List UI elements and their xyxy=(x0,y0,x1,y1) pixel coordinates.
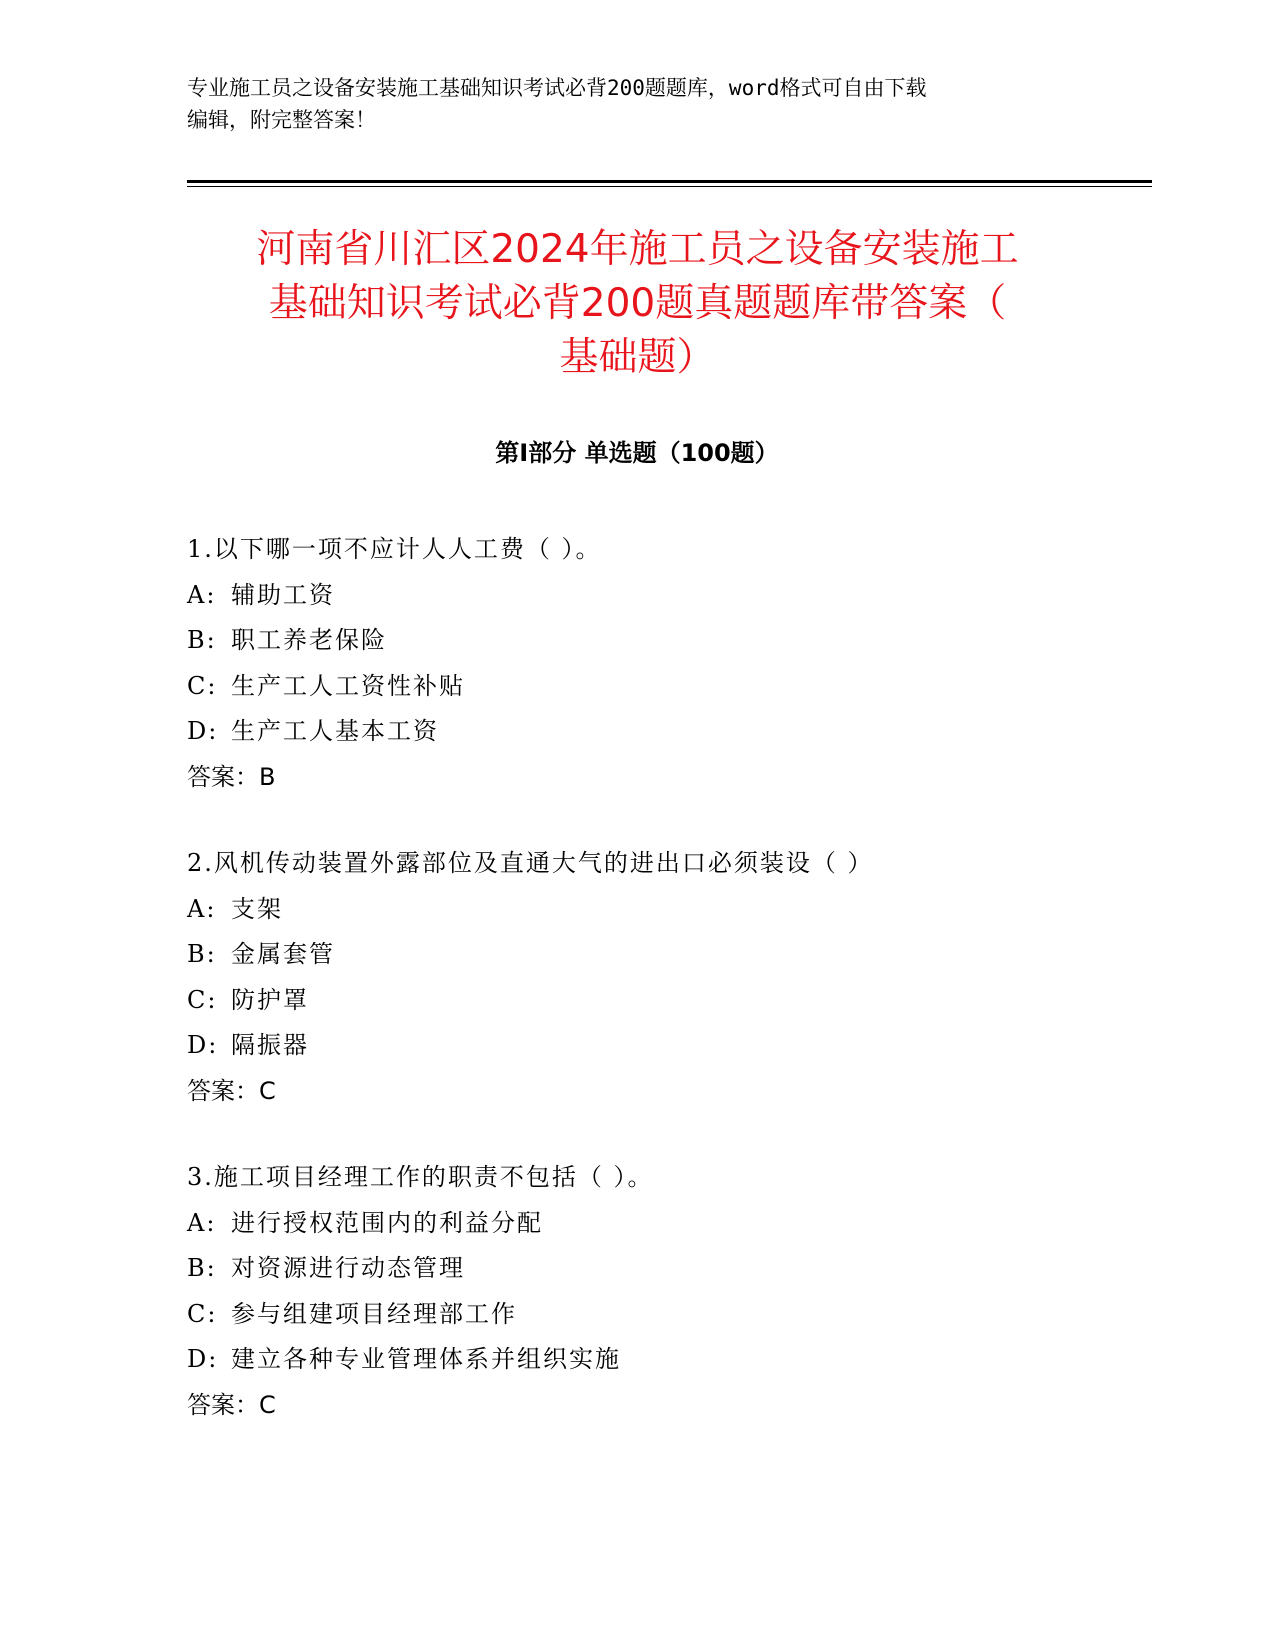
question-2 xyxy=(187,841,1107,1114)
question-1 xyxy=(187,527,1107,800)
option-letter: C: xyxy=(187,1299,218,1328)
question-stem: 3.施工项目经理工作的职责不包括（ ）。 xyxy=(187,1163,654,1191)
option-text: 辅助工资 xyxy=(231,580,335,609)
option-text: 职工养老保险 xyxy=(231,626,387,654)
option-letter: D: xyxy=(187,1345,219,1373)
option-a xyxy=(187,887,1107,933)
option-letter: C: xyxy=(187,985,218,1014)
option-c xyxy=(187,1292,1107,1338)
header-note-line-2: 编辑，附完整答案！ xyxy=(187,108,376,132)
option-a xyxy=(187,1201,1107,1247)
option-letter: A: xyxy=(187,894,217,923)
option-text: 参与组建项目经理部工作 xyxy=(231,1299,517,1328)
option-letter: A: xyxy=(187,1208,217,1237)
question-stem: 1.以下哪一项不应计人人工费（ ）。 xyxy=(187,535,602,563)
answer-line: 答案：C xyxy=(187,1390,276,1419)
header-note-line-1: 专业施工员之设备安装施工基础知识考试必背200题题库，word格式可自由下载 xyxy=(187,76,927,100)
section-heading: 第Ⅰ部分 单选题（100题） xyxy=(495,439,779,467)
option-letter: D: xyxy=(187,717,219,745)
document-title-line-1: 河南省川汇区2024年施工员之设备安装施工 xyxy=(256,227,1019,272)
option-letter: C: xyxy=(187,671,218,700)
option-text: 隔振器 xyxy=(231,1031,309,1059)
option-d xyxy=(187,1023,1107,1069)
option-a xyxy=(187,573,1107,619)
option-text: 进行授权范围内的利益分配 xyxy=(231,1208,543,1237)
option-c xyxy=(187,978,1107,1024)
header-divider-thin xyxy=(187,186,1152,187)
answer-line: 答案：C xyxy=(187,1076,276,1105)
option-text: 建立各种专业管理体系并组织实施 xyxy=(231,1345,621,1373)
answer-line: 答案：B xyxy=(187,762,276,791)
option-b xyxy=(187,1246,1107,1292)
option-letter: D: xyxy=(187,1031,219,1059)
option-letter: B: xyxy=(187,1254,217,1282)
option-d xyxy=(187,709,1107,755)
option-b xyxy=(187,618,1107,664)
option-letter: B: xyxy=(187,940,217,968)
option-letter: B: xyxy=(187,626,217,654)
option-text: 生产工人基本工资 xyxy=(231,717,439,745)
question-3 xyxy=(187,1155,1107,1428)
option-d xyxy=(187,1337,1107,1383)
header-note xyxy=(187,72,1067,136)
option-text: 防护罩 xyxy=(231,985,309,1014)
option-letter: A: xyxy=(187,580,217,609)
question-list xyxy=(187,527,1107,1469)
option-text: 金属套管 xyxy=(231,940,335,968)
option-c xyxy=(187,664,1107,710)
question-stem: 2.风机传动装置外露部位及直通大气的进出口必须装设（ ） xyxy=(187,849,874,877)
option-text: 生产工人工资性补贴 xyxy=(231,671,465,700)
document-title-line-3: 基础题） xyxy=(559,335,716,380)
option-text: 对资源进行动态管理 xyxy=(231,1254,465,1282)
option-text: 支架 xyxy=(231,894,283,923)
document-title xyxy=(160,223,1115,385)
option-b xyxy=(187,932,1107,978)
document-title-line-2: 基础知识考试必背200题真题题库带答案（ xyxy=(268,281,1007,326)
header-divider-thick xyxy=(187,180,1152,183)
